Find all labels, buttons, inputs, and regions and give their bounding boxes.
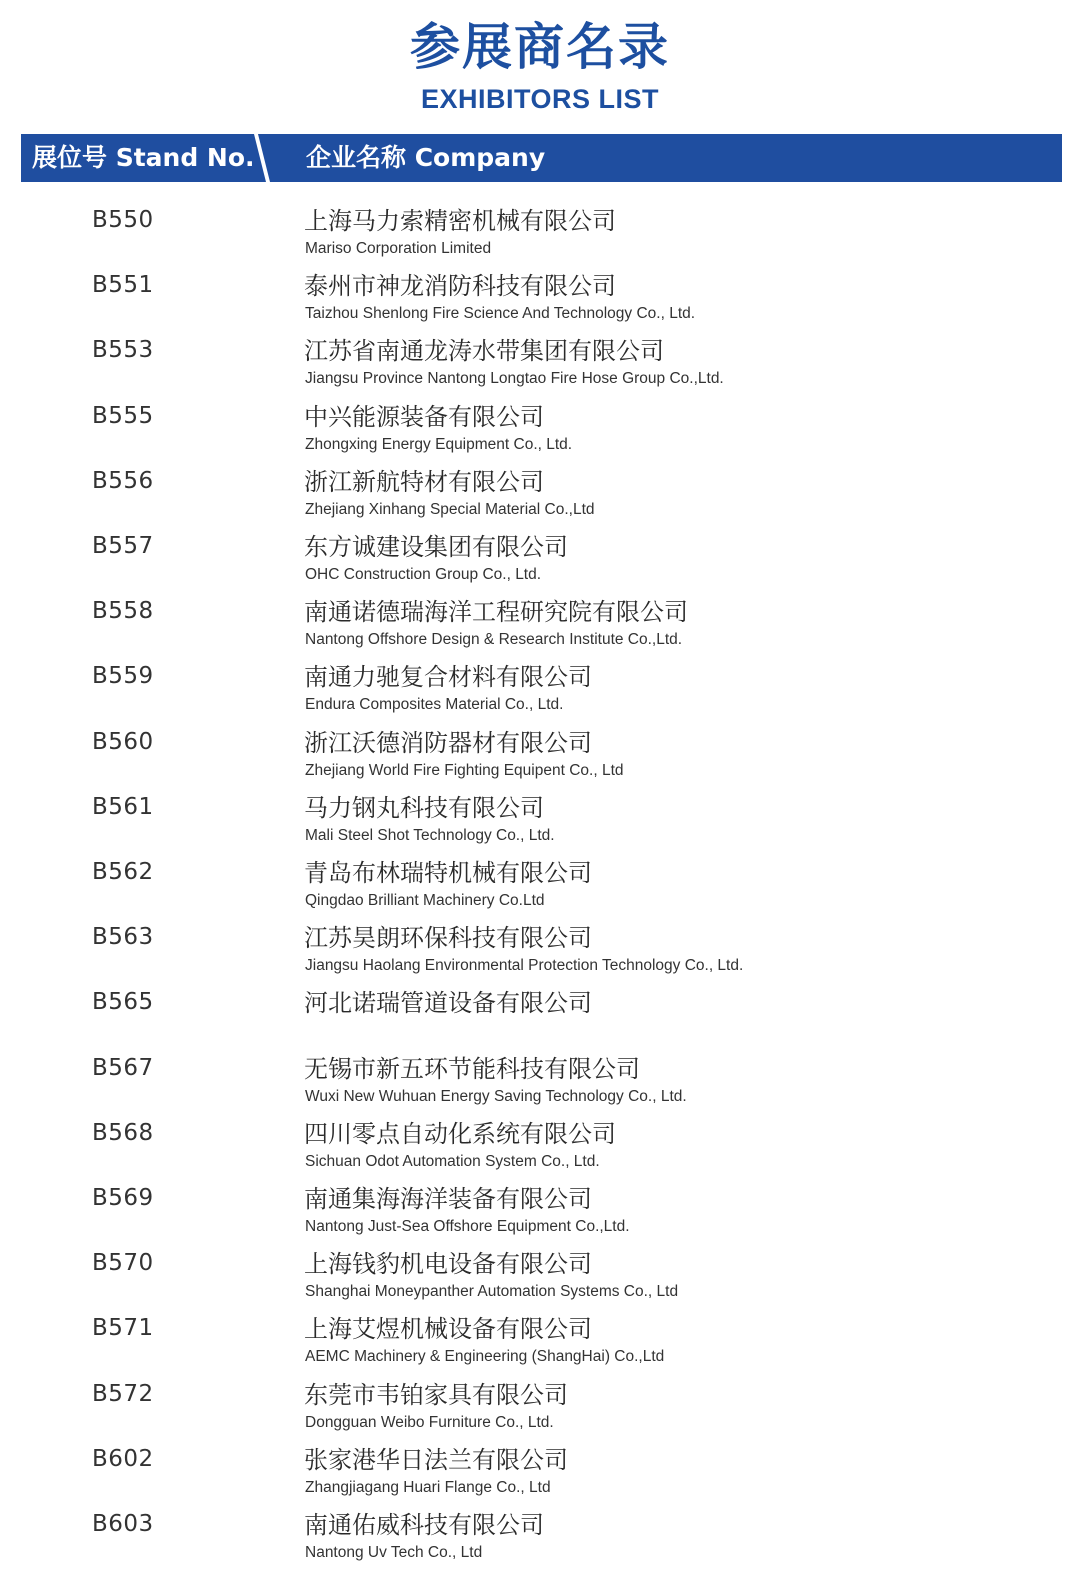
table-row	[0, 270, 1080, 336]
stand-number: B570	[92, 1250, 154, 1277]
stand-number: B562	[92, 859, 154, 885]
table-row	[0, 857, 1080, 923]
table-row	[0, 792, 1080, 858]
page-title-chinese: 参展商名录	[410, 17, 670, 76]
table-row	[0, 596, 1080, 662]
company-name-english: Zhejiang World Fire Fighting Equipent Co., Ltd	[305, 761, 624, 779]
company-name-english: Endura Composites Material Co., Ltd.	[305, 696, 564, 714]
company-name-english: Mariso Corporation Limited	[305, 240, 492, 257]
stand-number: B560	[92, 728, 154, 755]
stand-number: B550	[92, 207, 154, 233]
page-title-english: EXHIBITORS LIST	[420, 84, 660, 114]
table-row	[0, 205, 1080, 271]
table-row	[0, 727, 1080, 793]
company-name-chinese: 青岛布林瑞特机械有限公司	[304, 859, 592, 887]
company-name-english: Dongguan Weibo Furniture Co., Ltd.	[305, 1413, 554, 1431]
company-name-english: Nantong Just-Sea Offshore Equipment Co.,Ltd.	[305, 1218, 630, 1235]
company-name-english: Zhangjiagang Huari Flange Co., Ltd	[305, 1478, 551, 1496]
table-row	[0, 466, 1080, 532]
company-name-chinese: 浙江新航特材有限公司	[304, 467, 544, 496]
stand-number: B559	[92, 663, 154, 690]
company-name-english: Shanghai Moneypanther Automation Systems Co., Ltd	[305, 1283, 679, 1301]
table-row	[0, 1444, 1080, 1510]
page-header	[0, 0, 1080, 130]
stand-number: B569	[92, 1185, 154, 1211]
company-name-english: Nantong Uv Tech Co., Ltd	[305, 1544, 483, 1561]
company-name-chinese: 东莞市韦铂家具有限公司	[304, 1380, 568, 1409]
column-header-stand: 展位号 Stand No.	[32, 143, 255, 172]
stand-number: B602	[92, 1445, 154, 1472]
company-name-chinese: 江苏昊朗环保科技有限公司	[304, 924, 592, 953]
table-row	[0, 661, 1080, 727]
company-name-english: Taizhou Shenlong Fire Science And Technology Co., Ltd.	[305, 305, 696, 323]
company-name-chinese: 中兴能源装备有限公司	[304, 402, 544, 431]
stand-number: B561	[92, 793, 154, 820]
table-row	[0, 987, 1080, 1053]
stand-number: B568	[92, 1119, 154, 1146]
stand-number: B556	[92, 467, 154, 494]
company-name-chinese: 南通集海海洋装备有限公司	[304, 1185, 592, 1213]
company-name-chinese: 泰州市神龙消防科技有限公司	[304, 272, 616, 301]
table-row	[0, 922, 1080, 988]
stand-number: B553	[92, 337, 154, 364]
company-name-english: Mali Steel Shot Technology Co., Ltd.	[305, 826, 555, 844]
company-name-english: Zhejiang Xinhang Special Material Co.,Ltd	[305, 500, 595, 518]
stand-number: B571	[92, 1315, 154, 1342]
table-row	[0, 1248, 1080, 1314]
company-name-chinese: 四川零点自动化系统有限公司	[304, 1119, 616, 1148]
company-name-chinese: 无锡市新五环节能科技有限公司	[304, 1054, 640, 1083]
stand-number: B603	[92, 1511, 154, 1537]
table-row	[0, 1313, 1080, 1379]
stand-number: B567	[92, 1054, 154, 1081]
company-name-chinese: 张家港华日法兰有限公司	[304, 1445, 568, 1474]
company-name-chinese: 上海钱豹机电设备有限公司	[304, 1250, 592, 1279]
company-name-chinese: 上海马力索精密机械有限公司	[304, 207, 616, 235]
company-name-english: Sichuan Odot Automation System Co., Ltd.	[305, 1152, 600, 1170]
table-row	[0, 1053, 1080, 1119]
table-row	[0, 1509, 1080, 1575]
company-name-english: AEMC Machinery & Engineering (ShangHai) Co.,Ltd	[305, 1348, 665, 1366]
table-row	[0, 1183, 1080, 1249]
company-name-english: Jiangsu Province Nantong Longtao Fire Hose Group Co.,Ltd.	[305, 370, 724, 388]
company-name-chinese: 江苏省南通龙涛水带集团有限公司	[304, 337, 664, 366]
company-name-chinese: 东方诚建设集团有限公司	[304, 533, 568, 561]
stand-number: B572	[92, 1380, 154, 1407]
company-name-english: Jiangsu Haolang Environmental Protection Technology Co., Ltd.	[305, 957, 744, 975]
company-name-english: Zhongxing Energy Equipment Co., Ltd.	[305, 435, 573, 453]
company-name-chinese: 南通力驰复合材料有限公司	[304, 663, 592, 692]
company-name-chinese: 浙江沃德消防器材有限公司	[304, 728, 592, 757]
table-row	[0, 401, 1080, 467]
stand-number: B555	[92, 402, 154, 429]
stand-number: B558	[92, 598, 154, 625]
table-row	[0, 1118, 1080, 1184]
stand-number: B565	[92, 989, 154, 1016]
table-row	[0, 531, 1080, 597]
header-slash-divider	[254, 134, 274, 182]
company-name-english: OHC Construction Group Co., Ltd.	[305, 566, 542, 583]
stand-number: B551	[92, 272, 154, 299]
stand-number: B557	[92, 533, 154, 559]
company-name-chinese: 南通佑威科技有限公司	[304, 1511, 544, 1539]
column-header-company: 企业名称 Company	[306, 143, 546, 172]
company-name-english: Wuxi New Wuhuan Energy Saving Technology Co., Ltd.	[305, 1087, 687, 1105]
table-row	[0, 1379, 1080, 1445]
company-name-english: Nantong Offshore Design & Research Institute Co.,Ltd.	[305, 631, 683, 649]
company-name-english: Qingdao Brilliant Machinery Co.Ltd	[305, 892, 545, 909]
company-name-chinese: 南通诺德瑞海洋工程研究院有限公司	[304, 598, 688, 627]
table-row	[0, 335, 1080, 401]
company-name-chinese: 马力钢丸科技有限公司	[304, 793, 544, 822]
stand-number: B563	[92, 924, 154, 951]
company-name-chinese: 上海艾煜机械设备有限公司	[304, 1315, 592, 1344]
company-name-chinese: 河北诺瑞管道设备有限公司	[304, 989, 592, 1018]
